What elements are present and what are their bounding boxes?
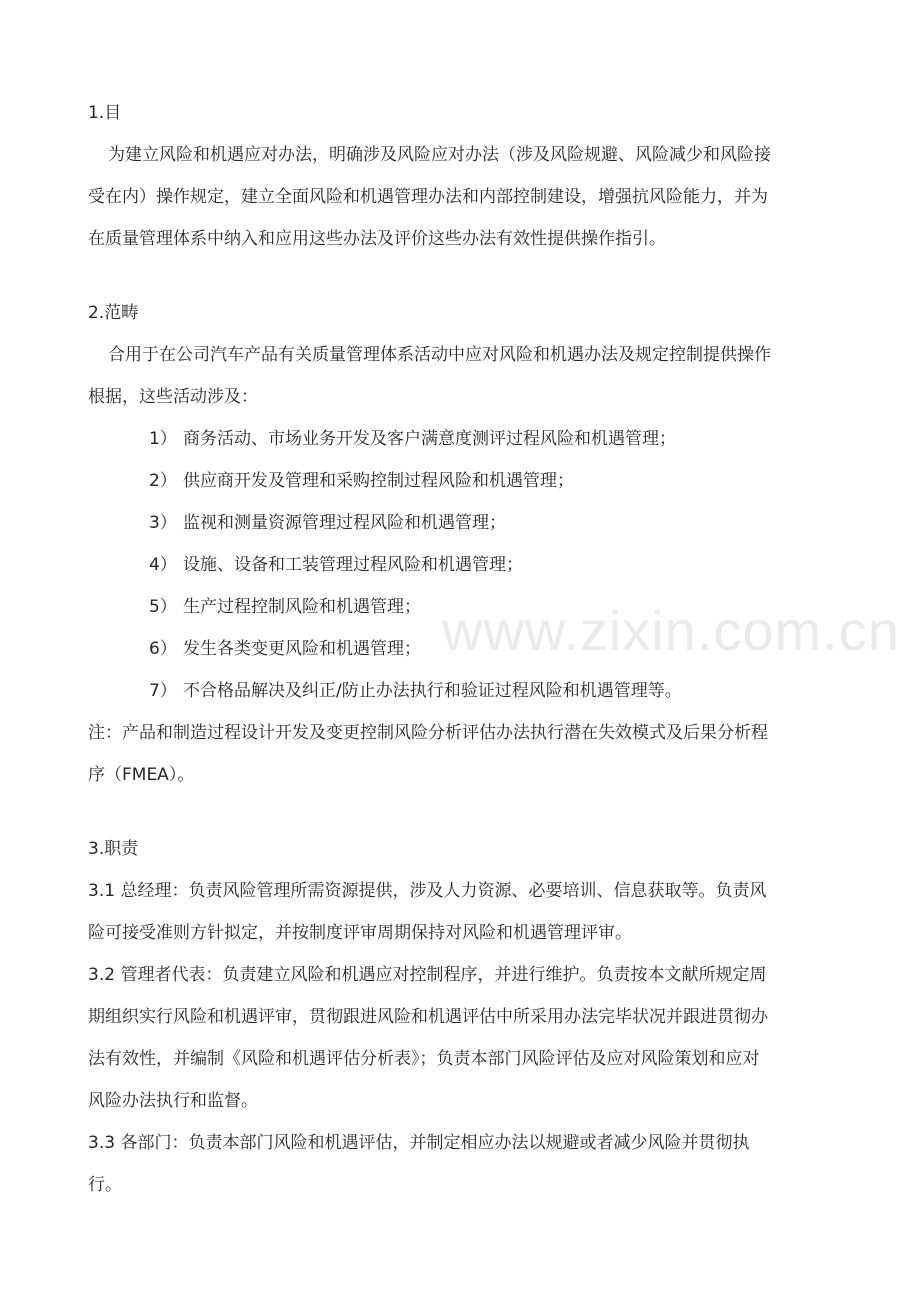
list-item xyxy=(88,544,834,586)
purpose-line-2: 受在内）操作规定，建立全面风险和机遇管理办法和内部控制建设，增强抗风险能力，并为 xyxy=(88,187,768,207)
duty-dept-line-1: 3.3 各部门：负责本部门风险和机遇评估，并制定相应办法以规避或者减少风险并贯彻执 xyxy=(88,1133,750,1153)
section-heading-scope: 2.范畴 xyxy=(88,303,139,323)
list-item-number: 4） xyxy=(149,555,177,575)
purpose-line-3: 在质量管理体系中纳入和应用这些办法及评价这些办法有效性提供操作指引。 xyxy=(88,229,666,249)
list-item-number: 6） xyxy=(149,639,177,659)
list-item-text: 监视和测量资源管理过程风险和机遇管理； xyxy=(183,513,506,533)
note-line-1: 注：产品和制造过程设计开发及变更控制风险分析评估办法执行潜在失效模式及后果分析程 xyxy=(88,723,768,743)
scope-line-1: 合用于在公司汽车产品有关质量管理体系活动中应对风险和机遇办法及规定控制提供操作 xyxy=(108,345,771,365)
list-item-text: 生产过程控制风险和机遇管理； xyxy=(183,597,421,617)
duty-dept-line-2: 行。 xyxy=(88,1175,122,1195)
list-item-text: 供应商开发及管理和采购控制过程风险和机遇管理； xyxy=(183,471,574,491)
duty-mr-line-2: 期组织实行风险和机遇评审，贯彻跟进风险和机遇评估中所采用办法完毕状况并跟进贯彻办 xyxy=(88,1007,768,1027)
note-line-2: 序（FMEA）。 xyxy=(88,765,195,785)
list-item-text: 设施、设备和工装管理过程风险和机遇管理； xyxy=(183,555,523,575)
list-item-text: 不合格品解决及纠正/防止办法执行和验证过程风险和机遇管理等。 xyxy=(183,681,682,701)
list-item-number: 1） xyxy=(149,429,177,449)
duty-mr-line-4: 风险办法执行和监督。 xyxy=(88,1091,258,1111)
list-item-text: 发生各类变更风险和机遇管理； xyxy=(183,639,421,659)
duty-mr-line-3: 法有效性，并编制《风险和机遇评估分析表》；负责本部门风险评估及应对风险策划和应对 xyxy=(88,1049,760,1069)
list-item-number: 3） xyxy=(149,513,177,533)
section-heading-purpose: 1.目 xyxy=(88,103,122,123)
scope-line-2: 根据，这些活动涉及： xyxy=(88,387,258,407)
duty-mr-line-1: 3.2 管理者代表：负责建立风险和机遇应对控制程序，并进行维护。负责按本文献所规定周 xyxy=(88,965,767,985)
list-item-number: 7） xyxy=(149,681,177,701)
duty-gm-line-1: 3.1 总经理：负责风险管理所需资源提供，涉及人力资源、必要培训、信息获取等。负责风 xyxy=(88,881,767,901)
list-item-number: 5） xyxy=(149,597,177,617)
list-item-number: 2） xyxy=(149,471,177,491)
watermark: www.zixin.com.cn xyxy=(442,599,900,662)
list-item-text: 商务活动、市场业务开发及客户满意度测评过程风险和机遇管理； xyxy=(183,429,676,449)
list-item xyxy=(88,460,834,502)
section-heading-duties: 3.职责 xyxy=(88,839,139,859)
purpose-line-1: 为建立风险和机遇应对办法，明确涉及风险应对办法（涉及风险规避、风险减少和风险接 xyxy=(108,145,771,165)
list-item xyxy=(88,670,834,712)
duty-gm-line-2: 险可接受准则方针拟定，并按制度评审周期保持对风险和机遇管理评审。 xyxy=(88,923,632,943)
list-item xyxy=(88,502,834,544)
list-item xyxy=(88,418,834,460)
